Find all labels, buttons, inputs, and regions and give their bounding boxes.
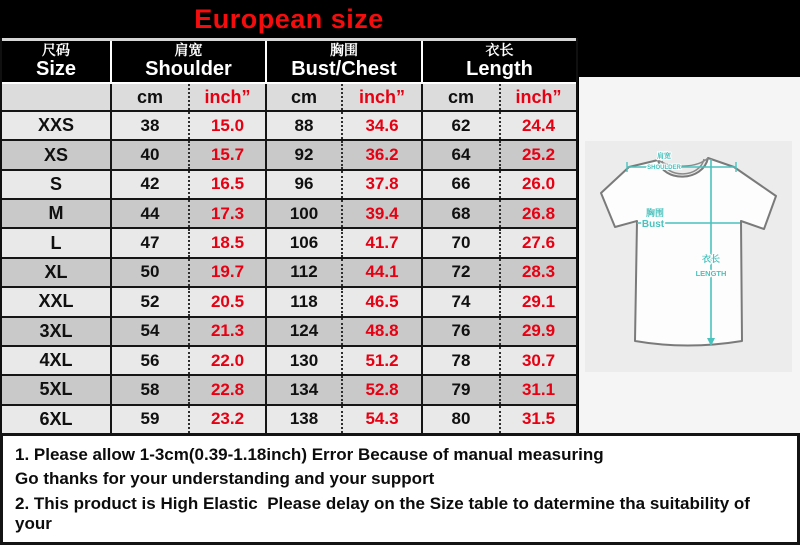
bust-inch: 41.7 [341,229,421,256]
shoulder-cm: 47 [110,229,188,256]
length-inch: 29.9 [499,318,576,345]
size-label: 4XL [39,350,73,371]
bust-cm: 92 [265,141,341,168]
shoulder-inch: 22.0 [188,347,265,374]
page-title: European size [194,3,384,34]
size-label: M [48,203,64,224]
shoulder-cm: 58 [110,376,188,403]
shoulder-inch: 22.8 [188,376,265,403]
tshirt-illustration [579,77,800,433]
length-cm: 72 [421,259,499,286]
bust-cm: 96 [265,171,341,198]
bust-cm: 112 [265,259,341,286]
table-row-xxs [2,110,576,139]
shoulder-inch: 16.5 [188,171,265,198]
header-length [421,41,576,82]
header-shoulder-en: Shoulder [145,58,232,81]
shoulder-inch: 19.7 [188,259,265,286]
bust-inch: 36.2 [341,141,421,168]
bust-cm: 100 [265,200,341,227]
shoulder-cm: 40 [110,141,188,168]
bust-inch: 44.1 [341,259,421,286]
table-row-3xl [2,316,576,345]
length-inch: 29.1 [499,288,576,315]
shoulder-cm: 54 [110,318,188,345]
bust-cm: 130 [265,347,341,374]
shirt-diagram [579,77,800,433]
unit-shoulder-inch: inch” [188,84,265,110]
length-cm: 76 [421,318,499,345]
shoulder-cm: 44 [110,200,188,227]
size-label: 6XL [39,408,73,429]
unit-length-cm: cm [421,84,499,110]
note-thanks: Go thanks for your understanding and your support [15,469,435,488]
table-body [2,110,576,433]
unit-row [2,82,576,110]
table-row-xl [2,257,576,286]
bust-cm: 88 [265,112,341,139]
shoulder-inch: 15.0 [188,112,265,139]
length-inch: 25.2 [499,141,576,168]
header-bust-zh: 胸围 [330,41,358,58]
shoulder-cm: 50 [110,259,188,286]
size-label: XXS [37,115,75,136]
shirt-panel [578,38,800,433]
shoulder-inch: 17.3 [188,200,265,227]
size-label: XS [43,144,68,165]
unit-bust-inch: inch” [341,84,421,110]
bust-inch: 48.8 [341,318,421,345]
table-row-xs [2,139,576,168]
size-table [0,38,578,433]
shoulder-cm: 56 [110,347,188,374]
table-row-m [2,198,576,227]
title-band [0,0,800,38]
unit-shoulder-cm: cm [110,84,188,110]
length-cm: 70 [421,229,499,256]
header-bust [265,41,421,82]
size-label: XL [44,261,68,282]
bust-inch: 54.3 [341,406,421,433]
bust-cm: 106 [265,229,341,256]
content-row [0,38,800,433]
header-size-zh: 尺码 [42,41,70,58]
unit-bust-cm: cm [265,84,341,110]
table-row-6xl [2,404,576,433]
header-length-en: Length [466,58,533,81]
bust-cm: 134 [265,376,341,403]
shoulder-cm: 52 [110,288,188,315]
note-measuring-error: 1. Please allow 1-3cm(0.39-1.18inch) Error Because of manual measuring [15,444,604,464]
header-size-en: Size [35,58,77,81]
length-inch: 27.6 [499,229,576,256]
size-label: 5XL [39,379,73,400]
length-cm: 78 [421,347,499,374]
bust-inch: 37.8 [341,171,421,198]
table-row-l [2,227,576,256]
shoulder-inch: 20.5 [188,288,265,315]
bust-inch: 51.2 [341,347,421,374]
bust-inch: 52.8 [341,376,421,403]
header-size [2,41,110,82]
bust-cm: 118 [265,288,341,315]
length-cm: 66 [421,171,499,198]
bust-label-en: Bust [641,219,665,230]
size-label: XXL [38,291,74,312]
size-label: 3XL [39,320,73,341]
shoulder-label-zh: 肩宽 [657,153,671,160]
shoulder-inch: 21.3 [188,318,265,345]
length-label-en: LENGTH [695,269,727,278]
table-header-row [2,38,576,82]
length-cm: 64 [421,141,499,168]
shoulder-inch: 15.7 [188,141,265,168]
length-cm: 68 [421,200,499,227]
header-bust-en: Bust/Chest [291,58,397,81]
shoulder-inch: 23.2 [188,406,265,433]
unit-blank [2,84,110,110]
size-label: L [50,232,62,253]
bust-inch: 34.6 [341,112,421,139]
length-inch: 26.8 [499,200,576,227]
header-shoulder [110,41,265,82]
length-inch: 31.5 [499,406,576,433]
length-inch: 24.4 [499,112,576,139]
table-row-5xl [2,374,576,403]
bust-cm: 124 [265,318,341,345]
unit-length-inch: inch” [499,84,576,110]
note-high-elastic: 2. This product is High Elastic Please delay on the Size table to datermine tha suitability of your [15,493,755,533]
length-cm: 74 [421,288,499,315]
length-cm: 79 [421,376,499,403]
shoulder-cm: 42 [110,171,188,198]
length-inch: 30.7 [499,347,576,374]
length-cm: 62 [421,112,499,139]
shoulder-cm: 59 [110,406,188,433]
shoulder-label-en: SHOULDER [647,165,681,171]
header-shoulder-zh: 肩宽 [174,41,203,58]
bust-label-zh: 胸围 [645,208,665,218]
bust-cm: 138 [265,406,341,433]
table-row-xxl [2,286,576,315]
length-cm: 80 [421,406,499,433]
shoulder-inch: 18.5 [188,229,265,256]
length-label-zh: 衣长 [701,254,721,264]
bust-inch: 46.5 [341,288,421,315]
table-row-4xl [2,345,576,374]
length-inch: 31.1 [499,376,576,403]
notes-box [0,433,800,545]
bust-inch: 39.4 [341,200,421,227]
table-row-s [2,169,576,198]
length-inch: 28.3 [499,259,576,286]
size-label: S [49,173,62,194]
shoulder-cm: 38 [110,112,188,139]
length-inch: 26.0 [499,171,576,198]
header-length-zh: 衣长 [485,41,514,58]
